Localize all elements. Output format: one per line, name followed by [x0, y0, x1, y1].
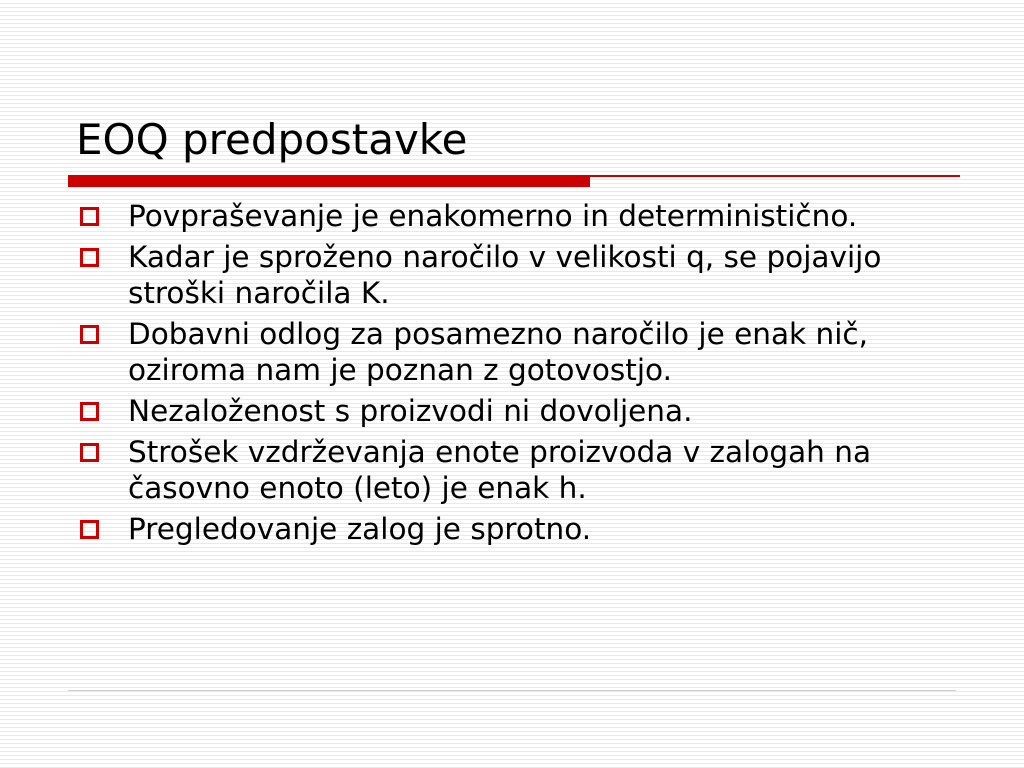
hollow-square-bullet-icon	[80, 248, 99, 267]
hollow-square-bullet-icon	[80, 443, 99, 462]
hollow-square-bullet-icon	[80, 207, 99, 226]
title-underline-thick	[68, 175, 590, 187]
slide-title: EOQ predpostavke	[76, 115, 468, 164]
bullet-text: Povpraševanje je enakomerno in deterministično.	[128, 199, 858, 233]
bullet-text: Kadar je sproženo naročilo v velikosti q, se pojavijo stroški naročila K.	[128, 240, 882, 310]
footer-divider	[68, 690, 956, 691]
bullet-text: Nezaloženost s proizvodi ni dovoljena.	[128, 394, 693, 428]
bullet-list	[76, 198, 956, 552]
bullet-item	[76, 393, 956, 429]
bullet-text: Pregledovanje zalog je sprotno.	[128, 512, 592, 546]
bullet-item	[76, 434, 956, 506]
bullet-item	[76, 198, 956, 234]
bullet-text: Strošek vzdrževanja enote proizvoda v zalogah na časovno enoto (leto) je enak h.	[128, 435, 872, 505]
hollow-square-bullet-icon	[80, 520, 99, 539]
bullet-item	[76, 511, 956, 547]
bullet-item	[76, 316, 956, 388]
title-underline-thin	[590, 175, 960, 177]
bullet-text: Dobavni odlog za posamezno naročilo je enak nič, oziroma nam je poznan z gotovostjo.	[128, 317, 869, 387]
bullet-item	[76, 239, 956, 311]
hollow-square-bullet-icon	[80, 402, 99, 421]
hollow-square-bullet-icon	[80, 325, 99, 344]
